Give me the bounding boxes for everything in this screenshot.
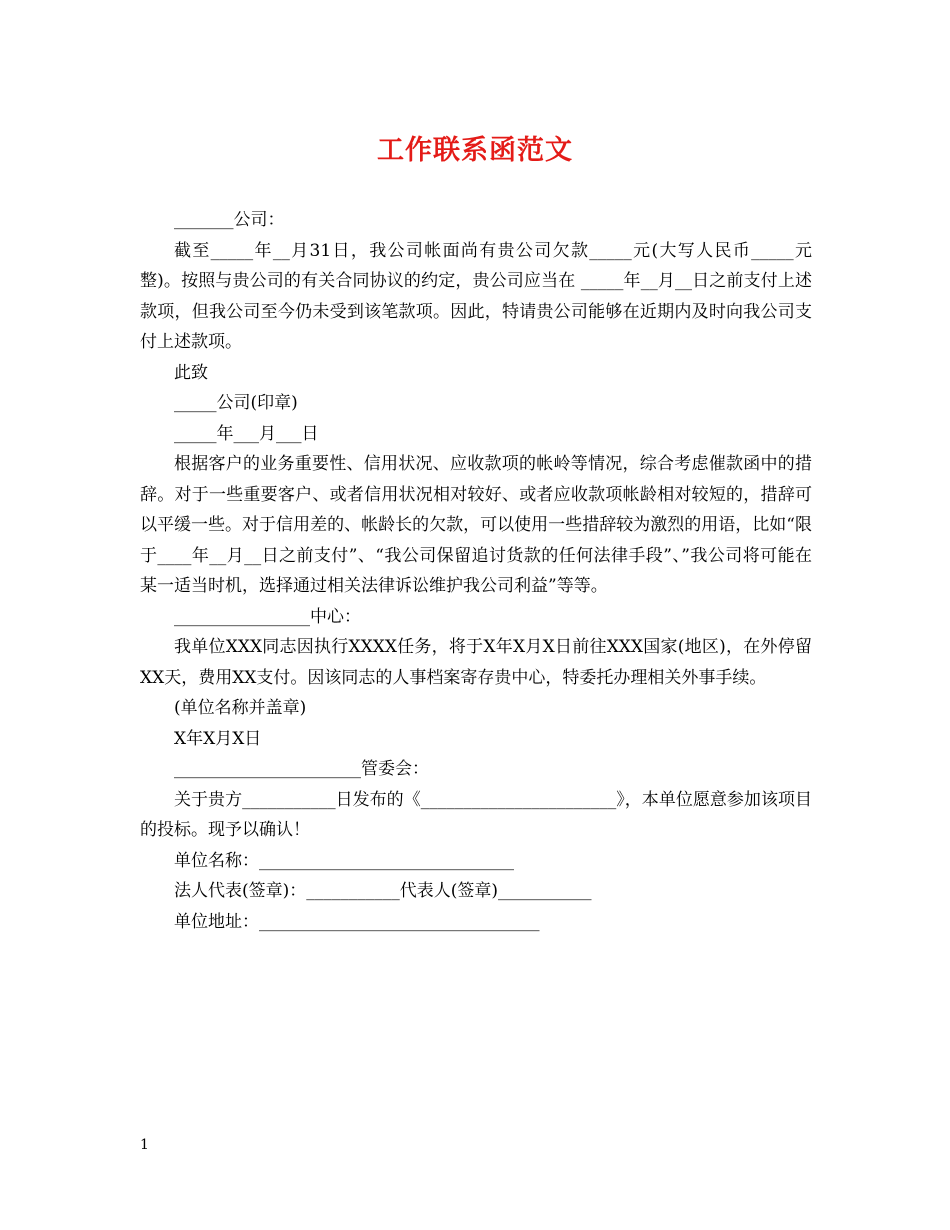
- document-title: 工作联系函范文: [377, 135, 573, 166]
- field-unit-address: 单位地址：_________________________________: [174, 911, 540, 932]
- closing-regards: 此致: [174, 362, 208, 383]
- travel-date: X年X月X日: [174, 728, 262, 749]
- signature-date: _____年___月___日: [174, 423, 319, 444]
- paragraph-bid-confirmation: 关于贵方___________日发布的《_______________________》，本单位愿意参加该项目的投标。现予以确认！: [140, 789, 812, 840]
- unit-name-seal: (单位名称并盖章): [174, 698, 307, 718]
- page-number: 1: [140, 1137, 149, 1153]
- field-legal-representative: 法人代表(签章)：___________代表人(签章)___________: [174, 881, 592, 901]
- salutation-committee: ______________________管委会：: [174, 759, 429, 779]
- document-body: [140, 205, 812, 937]
- salutation-company: _______公司：: [174, 210, 285, 230]
- field-unit-name: 单位名称：______________________________: [174, 850, 514, 871]
- salutation-center: ________________中心：: [174, 606, 361, 627]
- signature-company-seal: _____公司(印章): [174, 393, 298, 413]
- paragraph-payment-request: 截至_____年__月31日，我公司帐面尚有贵公司欠款_____元(大写人民币_____元整)。按照与贵公司的有关合同协议的约定，贵公司应当在 _____年__月__日之前支付上述款项，但我公司至今仍未受到该笔款项。因此，特请贵公司能够在近期内及时向我公司支付上述款项。: [140, 240, 812, 352]
- paragraph-travel-request: 我单位XXX同志因执行XXXX任务，将于X年X月X日前往XXX国家(地区)，在外停留XX天，费用XX支付。因该同志的人事档案寄存贵中心，特委托办理相关外事手续。: [140, 637, 812, 688]
- paragraph-guidance: 根据客户的业务重要性、信用状况、应收款项的帐岭等情况，综合考虑催款函中的措辞。对于一些重要客户、或者信用状况相对较好、或者应收款项帐龄相对较短的，措辞可以平缓一些。对于信用差的、帐龄长的欠款，可以使用一些措辞较为激烈的用语，比如“限于____年__月__日之前支付”、“我公司保留追讨货款的任何法律手段”、”我公司将可能在某一适当时机，选择通过相关法律诉讼维护我公司利益”等等。: [140, 454, 812, 596]
